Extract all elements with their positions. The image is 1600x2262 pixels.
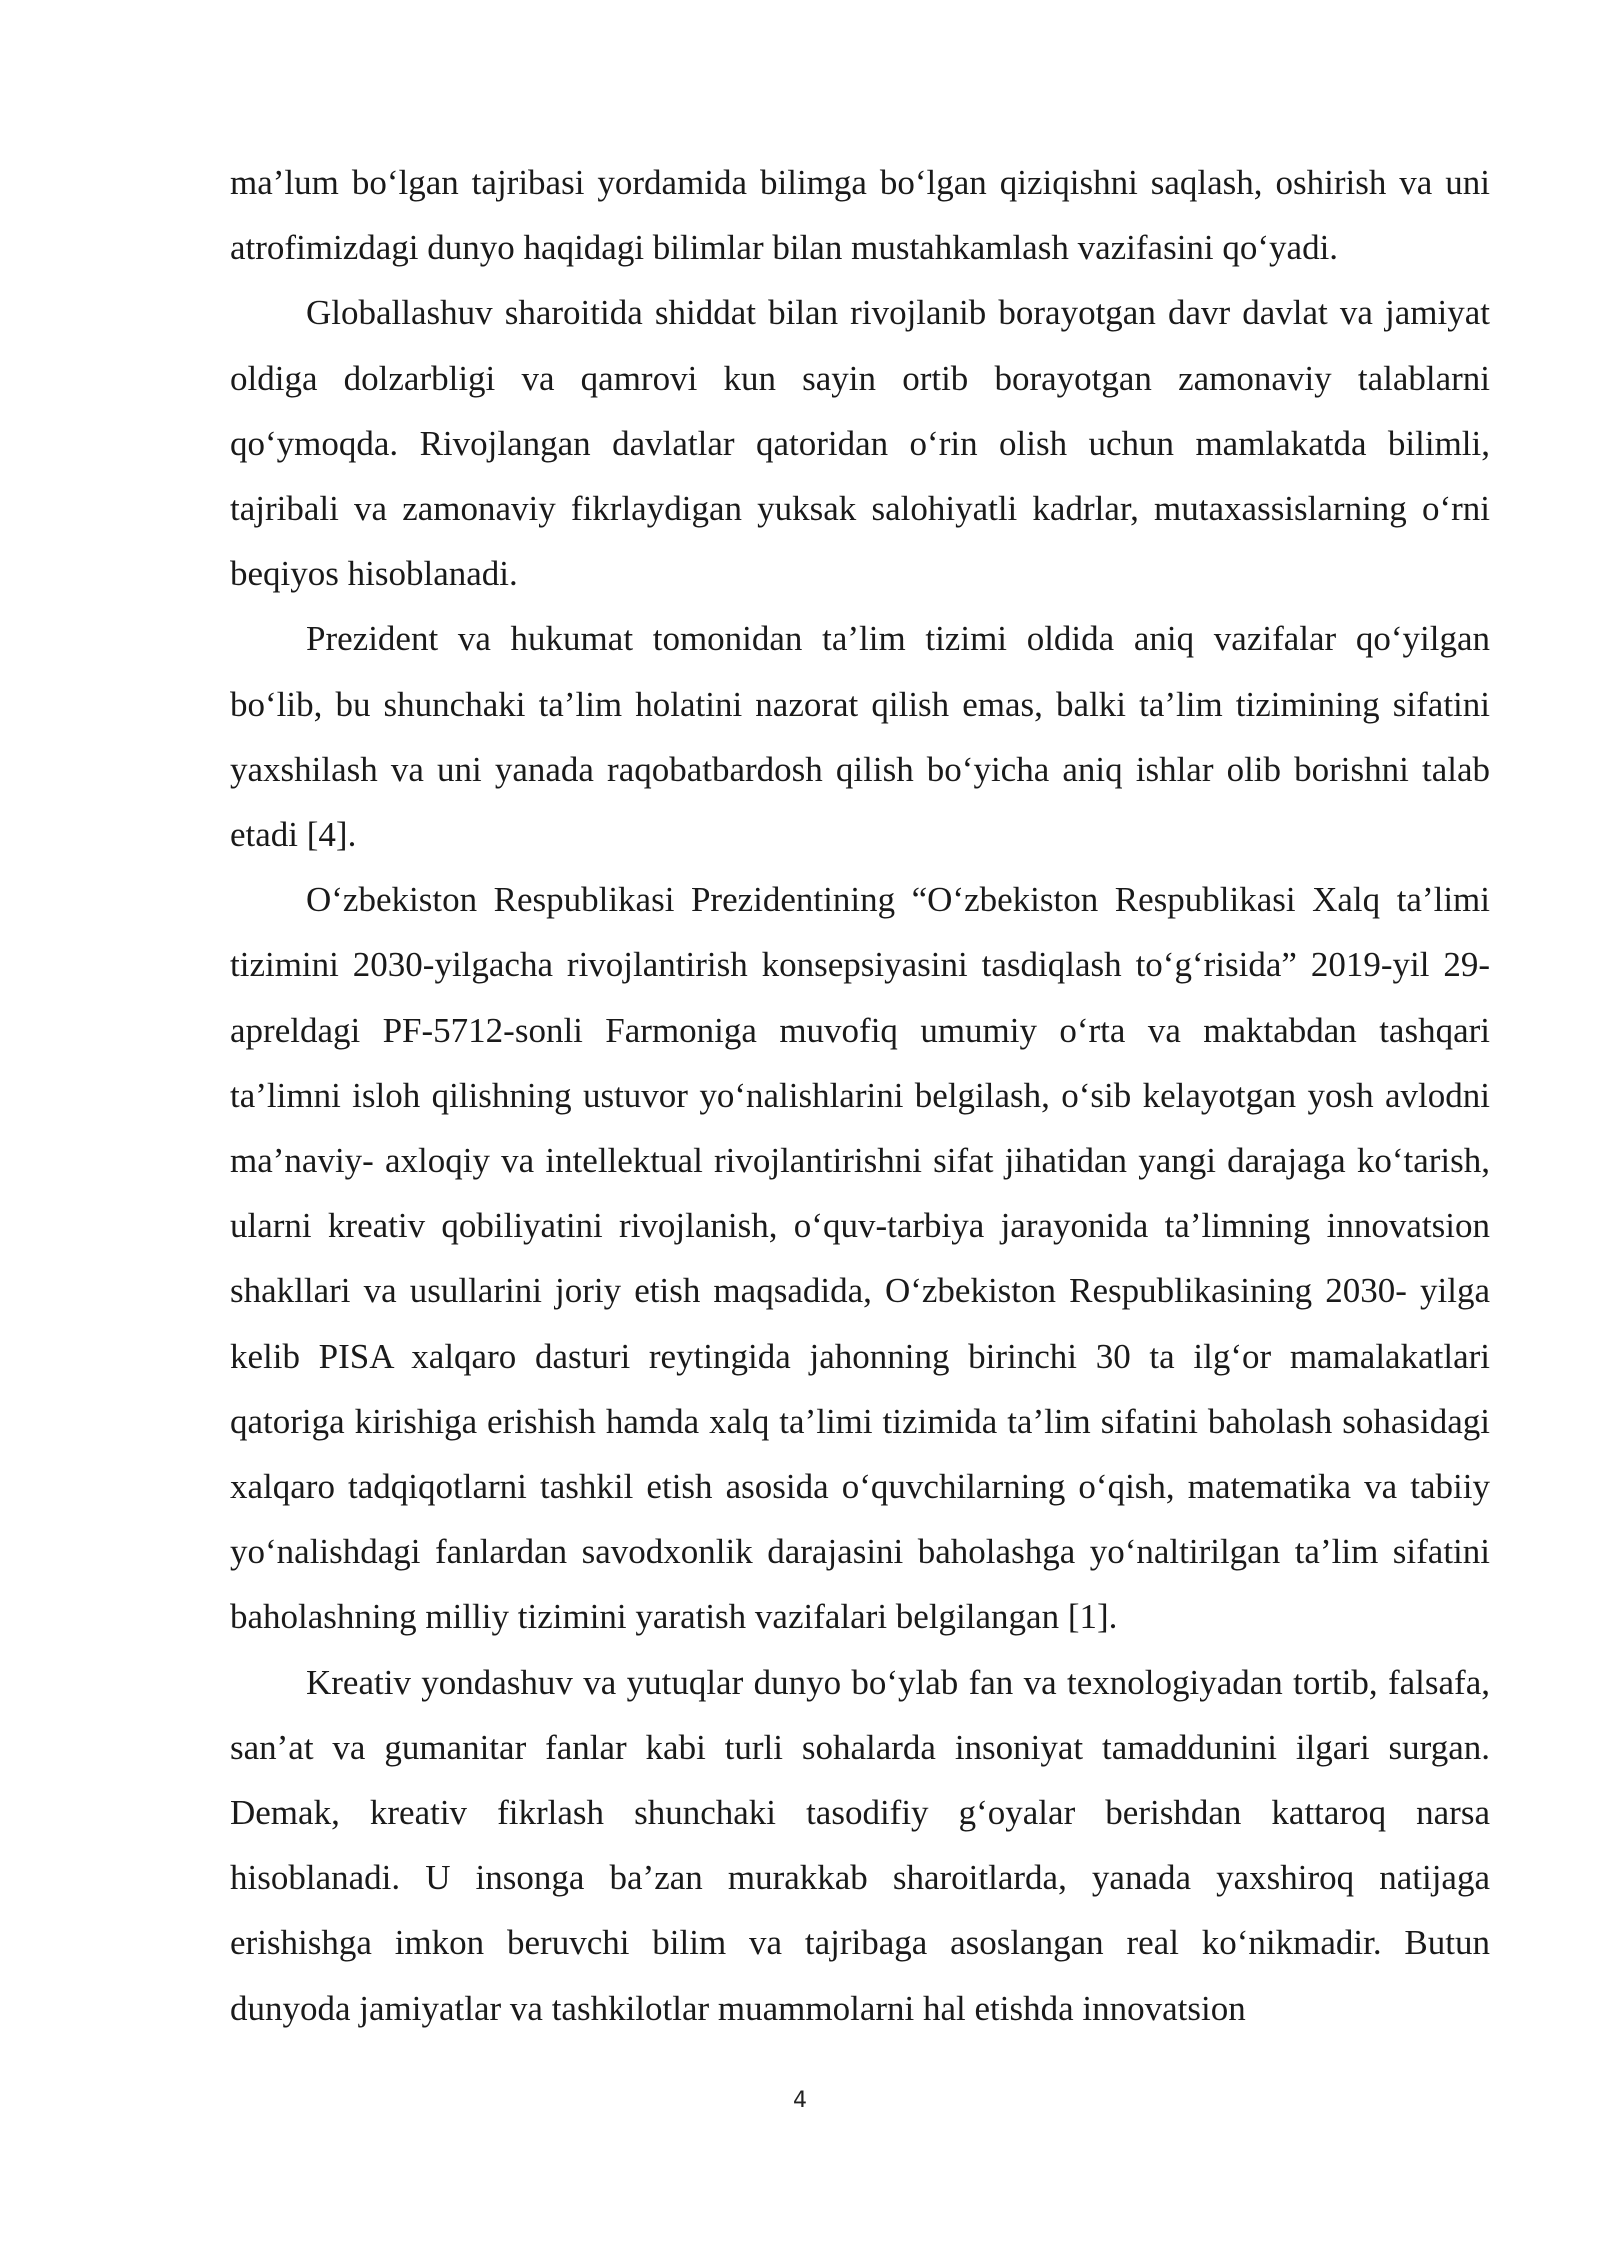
paragraph-globalization: Globallashuv sharoitida shiddat bilan rivojlanib borayotgan davr davlat va jamiyat oldiga dolzarbligi va qamrovi kun sayin ortib borayotgan zamonaviy talablarni qo‘ymoqda. Rivojlangan davlatlar qatoridan o‘rin olish uchun mamlakatda bilimli, tajribali va zamonaviy fikrlaydigan yuksak salohiyatli kadrlar, mutaxassislarning o‘rni beqiyos hisoblanadi. bbox=[230, 293, 1490, 594]
paragraph-creative-approach: Kreativ yondashuv va yutuqlar dunyo bo‘ylab fan va texnologiyadan tortib, falsafa, san’at va gumanitar fanlar kabi turli sohalarda insoniyat tamaddunini ilgari surgan. Demak, kreativ fikrlash shunchaki tasodifiy g‘oyalar berishdan kattaroq narsa hisoblanadi. U insonga ba’zan murakkab sharoitlarda, yanada yaxshiroq natijaga erishishga imkon beruvchi bilim va tajribaga asoslangan real ko‘nikmadir. Butun dunyoda jamiyatlar va tashkilotlar muammolarni hal etishda innovatsion bbox=[230, 1662, 1490, 2028]
paragraph-presidential-decree: O‘zbekiston Respublikasi Prezidentining “O‘zbekiston Respublikasi Xalq ta’limi tizimini 2030-yilgacha rivojlantirish konsepsiyasini tasdiqlash to‘g‘risida” 2019-yil 29- apreldagi PF-5712-sonli Farmoniga muvofiq umumiy o‘rta va maktabdan tashqari ta’limni isloh qilishning ustuvor yo‘nalishlarini belgilash, o‘sib kelayotgan yosh avlodni ma’naviy- axloqiy va intellektual rivojlantirishni sifat jihatidan yangi darajaga ko‘tarish, ularni kreativ qobiliyatini rivojlanish, o‘quv-tarbiya jarayonida ta’limning innovatsion shakllari va usullarini joriy etish maqsadida, O‘zbekiston Respublikasining 2030- yilga kelib PISA xalqaro dasturi reytingida jahonning birinchi 30 ta ilg‘or mamalakatlari qatoriga kirishiga erishish hamda xalq ta’limi tizimida ta’lim sifatini baholash sohasidagi xalqaro tadqiqotlarni tashkil etish asosida o‘quvchilarning o‘qish, matematika va tabiiy yo‘nalishdagi fanlardan savodxonlik darajasini baholashga yo‘naltirilgan ta’lim sifatini baholashning milliy tizimini yaratish vazifalari belgilangan [1]. bbox=[230, 880, 1490, 1637]
paragraph-government-tasks: Prezident va hukumat tomonidan ta’lim tizimi oldida aniq vazifalar qo‘yilgan bo‘lib, bu shunchaki ta’lim holatini nazorat qilish emas, balki ta’lim tizimining sifatini yaxshilash va uni yanada raqobatbardosh qilish bo‘yicha aniq ishlar olib borishni talab etadi [4]. bbox=[230, 619, 1490, 855]
paragraph-continuation: ma’lum bo‘lgan tajribasi yordamida bilimga bo‘lgan qiziqishni saqlash, oshirish va uni atrofimizdagi dunyo haqidagi bilimlar bilan mustahkamlash vazifasini qo‘yadi. bbox=[230, 163, 1490, 268]
page-number: 4 bbox=[793, 2088, 807, 2113]
document-page bbox=[230, 150, 1490, 2041]
